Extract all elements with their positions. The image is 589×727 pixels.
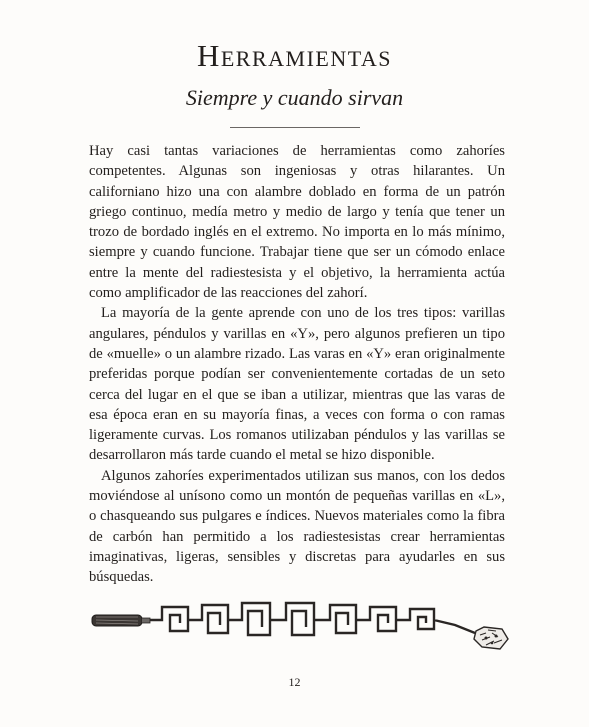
body-text — [89, 141, 505, 588]
paragraph: La mayoría de la gente aprende con uno de los tres tipos: varillas angulares, péndulos y varillas en «Y», pero algunos prefieren un tipo de «muelle» o un alambre rizado. Las varas en «Y» eran originalmente preferidas porque podían ser convenientemente cortadas de un seto cerca del lugar en el que se iban a utilizar, mientras que las varas de esa época eran en su mayoría finas, a veces con forma o con ramas ligeramente curvas. Los romanos utilizaban péndulos y las varillas se desarrollaron más tarde cuando el metal se hizo disponible. — [89, 305, 505, 464]
chapter-title: Herramientas — [196, 38, 393, 73]
paragraph: Algunos zahoríes experimentados utilizan sus manos, con los dedos moviéndose al unísono como un montón de pequeñas varillas en «L», o chasqueando sus pulgares e índices. Nuevos materiales como la fibra de carbón han permitido a los radiestesistas crear herramientas imaginativas, ligeras, sensibles y discretas para ayudarles en sus búsquedas. — [89, 467, 505, 586]
tool-handle — [92, 615, 150, 626]
greek-key-wire — [150, 603, 475, 635]
paragraph: Hay casi tantas variaciones de herramientas como zahoríes competentes. Algunas son ingeniosas y otras hilarantes. Un californiano hizo una con alambre doblado en forma de un patrón griego continuo, medía metro y medio de largo y tenía que tener un trozo de bordado inglés en el extremo. No importa en lo más mínimo, siempre y cuando funcione. Trabajar tiene que ser un cómodo enlace entre la mente del radiestesista y el objetivo, la herramienta actúa como amplificador de las reacciones del zahorí. — [89, 143, 505, 302]
page-number: 12 — [288, 675, 301, 689]
title-divider — [230, 127, 360, 128]
chapter-subtitle: Siempre y cuando sirvan — [185, 85, 404, 110]
greek-key-dowsing-wire-illustration — [90, 585, 520, 655]
embroidery-tassel — [474, 627, 508, 649]
